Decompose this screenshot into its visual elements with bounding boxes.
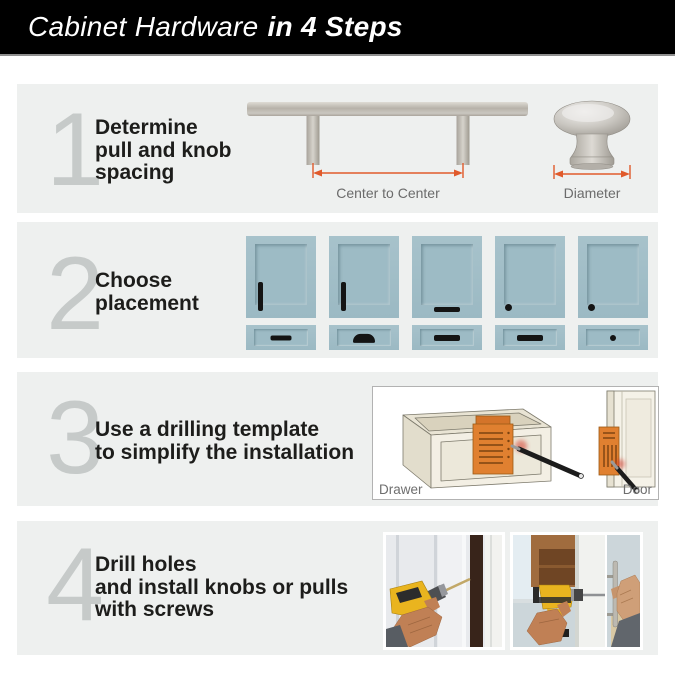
bar-pull-diagram	[246, 95, 532, 207]
knob-icon	[610, 335, 616, 341]
knob-icon	[588, 304, 595, 311]
frame-line	[490, 535, 492, 647]
step-3-text	[95, 419, 354, 464]
step-4-text	[95, 554, 348, 622]
header-title-emphasis: in 4 Steps	[267, 11, 403, 42]
horizontal-pull-icon	[271, 335, 292, 340]
step-2-text	[95, 270, 199, 315]
step-3-line-1: Use a drilling template	[95, 418, 320, 441]
photo-installing-pull	[510, 532, 643, 650]
step-1-line-3: spacing	[95, 161, 175, 184]
wood-cabinet	[531, 535, 579, 587]
placement-options	[246, 236, 648, 350]
step-2-section	[17, 222, 658, 358]
step-4-line-1: Drill holes	[95, 553, 197, 576]
bar-pull-image	[247, 102, 528, 165]
cabinet-door	[329, 236, 399, 318]
vertical-pull-icon	[341, 282, 346, 311]
center-to-center-dimension	[313, 163, 463, 178]
step-2-number: 2	[46, 236, 104, 352]
step-1-line-2: pull and knob	[95, 138, 232, 162]
horizontal-pull-icon	[517, 335, 543, 341]
drilling-template-illustration	[372, 386, 659, 500]
header-title: Cabinet Hardware	[28, 11, 259, 42]
center-to-center-label: Center to Center	[336, 185, 440, 201]
step-4-line-3: with screws	[95, 598, 215, 621]
step-3-number: 3	[46, 380, 104, 496]
installing-photo-svg	[513, 535, 640, 647]
drilling-photo-svg	[386, 535, 502, 647]
door-panel	[421, 244, 473, 305]
horizontal-pull-icon	[434, 335, 460, 341]
door-panel	[504, 244, 556, 305]
step-4-line-2: and install knobs or pulls	[95, 575, 349, 599]
step-1-text	[95, 117, 232, 185]
header-bar	[0, 0, 675, 56]
cabinet-door	[412, 236, 482, 318]
cup-pull-icon	[353, 333, 375, 342]
step-2-line-1: Choose	[95, 269, 173, 292]
cabinet-door	[495, 236, 565, 318]
horizontal-pull-icon	[434, 307, 460, 312]
placement-option-1	[246, 236, 316, 350]
arrow-right-icon	[621, 171, 630, 178]
photo-drilling-hole	[383, 532, 505, 650]
template-illustration-svg	[373, 387, 658, 499]
placement-option-5	[578, 236, 648, 350]
cabinet-drawer	[578, 325, 648, 350]
placement-option-4	[495, 236, 565, 350]
arrow-left-icon	[313, 170, 322, 177]
step-1-line-1: Determine	[95, 116, 198, 139]
knob-image	[554, 101, 630, 170]
placement-option-2	[329, 236, 399, 350]
cabinet-door	[246, 236, 316, 318]
step-4-section	[17, 521, 658, 655]
door-frame	[485, 535, 502, 647]
knob-icon	[505, 304, 512, 311]
diameter-label: Diameter	[563, 185, 621, 201]
cabinet-door	[578, 236, 648, 318]
door-label: Door	[622, 482, 652, 497]
step-1-number: 1	[46, 92, 104, 208]
arrow-right-icon	[454, 170, 463, 177]
step-3-section	[17, 372, 658, 506]
knob-diagram	[546, 95, 638, 207]
cabinet-drawer	[412, 325, 482, 350]
cabinet-drawer	[246, 325, 316, 350]
step-4-number: 4	[46, 527, 104, 643]
cabinet-drawer	[329, 325, 399, 350]
door-panel	[587, 244, 639, 305]
step-1-section	[17, 84, 658, 213]
cabinet-edge-strip	[470, 535, 483, 647]
step-3-line-2: to simplify the installation	[95, 440, 355, 464]
placement-option-3	[412, 236, 482, 350]
arrow-left-icon	[554, 171, 563, 178]
vertical-pull-icon	[258, 282, 263, 311]
step-2-line-2: placement	[95, 291, 199, 315]
cabinet-drawer	[495, 325, 565, 350]
drilling-template-drawer	[473, 416, 513, 474]
drawer-label: Drawer	[379, 482, 423, 497]
